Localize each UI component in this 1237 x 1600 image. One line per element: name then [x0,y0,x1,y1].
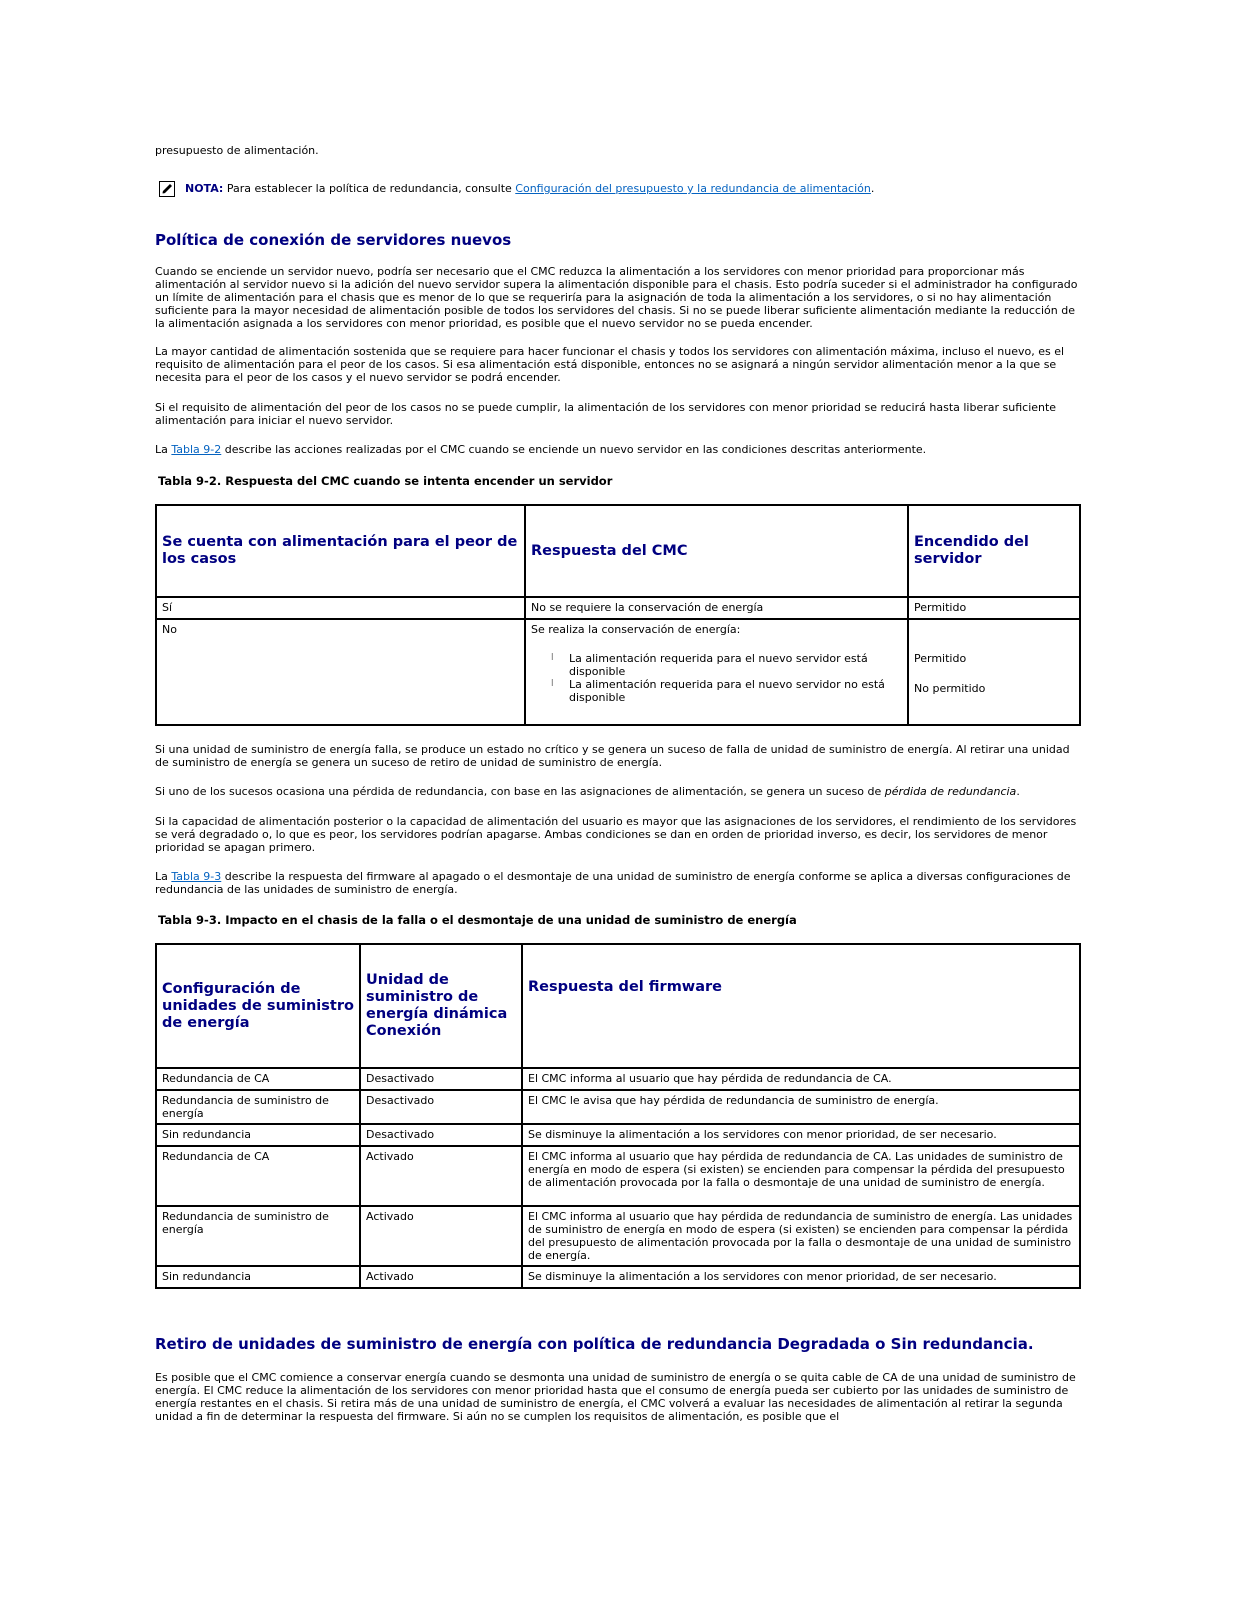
bullet-list [531,652,902,704]
table-cell: Sin redundancia [156,1124,360,1146]
list-item: l La alimentación requerida para el nuevo servidor está disponible [551,652,868,678]
intro-line: presupuesto de alimentación. [155,144,319,157]
table-cell: Se disminuye la alimentación a los servidores con menor prioridad, de ser necesario. [522,1266,1080,1288]
table-header: Se cuenta con alimentación para el peor de los casos [156,505,525,597]
table-row [156,597,1080,619]
note-label: NOTA: [185,182,224,195]
note-box [185,182,874,195]
table-cell: El CMC informa al usuario que hay pérdida de redundancia de CA. Las unidades de suministro de energía en modo de espera (si existen) se encienden para compensar la pérdida del presupuesto de alimentación provocada por la falla o desmontaje de una unidad de suministro de energía. [522,1146,1080,1206]
table-caption: Tabla 9-3. Impacto en el chasis de la falla o el desmontaje de una unidad de suministro de energía [158,913,797,927]
cell-value: Permitido [914,652,967,665]
table-cell: No [156,619,525,725]
table-header: Unidad de suministro de energía dinámica Conexión [360,944,522,1068]
table-9-3-link[interactable]: Tabla 9-3 [171,870,222,883]
table-cell: Sin redundancia [156,1266,360,1288]
paragraph: Es posible que el CMC comience a conservar energía cuando se desmonta una unidad de suministro de energía o se quita cable de CA de una unidad de suministro de energía. El CMC reduce la alimentación de los servidores con menor prioridad hasta que el consumo de energía pueda ser cubierto por las unidades de suministro de energía restantes en el chasis. Si retira más de una unidad de suministro de energía, el CMC volverá a evaluar las necesidades de alimentación al retirar la segunda unidad a fin de determinar la respuesta del firmware. Si aún no se cumplen los requisitos de alimentación, es posible que el [155,1371,1076,1423]
table-cell: El CMC le avisa que hay pérdida de redundancia de suministro de energía. [522,1090,1080,1124]
paragraph: La Tabla 9-2 describe las acciones realizadas por el CMC cuando se enciende un nuevo servidor en las condiciones descritas anteriormente. [155,443,927,456]
paragraph: Si la capacidad de alimentación posterior o la capacidad de alimentación del usuario es mayor que las asignaciones de los servidores, el rendimiento de los servidores se verá degradado o, lo que es peor, los servidores podrían apagarse. Ambas condiciones se dan en orden de prioridad inverso, es decir, los servidores de menor prioridad se apagan primero. [155,815,1077,854]
power-budget-link[interactable]: Configuración del presupuesto y la redundancia de alimentación [515,182,871,195]
table-cell: No se requiere la conservación de energía [525,597,908,619]
section-heading-new-servers: Política de conexión de servidores nuevos [155,231,512,249]
table-row [156,1090,1080,1124]
table-cell: Desactivado [360,1124,522,1146]
paragraph: Si el requisito de alimentación del peor de los casos no se puede cumplir, la alimentación de los servidores con menor prioridad se reducirá hasta liberar suficiente alimentación para iniciar el nuevo servidor. [155,401,1057,427]
paragraph: Si uno de los sucesos ocasiona una pérdida de redundancia, con base en las asignaciones de alimentación, se genera un suceso de pérdida de redundancia. [155,785,1020,798]
section-heading-psu-removal: Retiro de unidades de suministro de energía con política de redundancia Degradada o Sin redundancia. [155,1335,1034,1353]
cmc-response-table [155,504,1081,726]
paragraph: La Tabla 9-3 describe la respuesta del firmware al apagado o el desmontaje de una unidad de suministro de energía conforme se aplica a diversas configuraciones de redundancia de las unidades de suministro de energía. [155,870,1071,896]
table-row [156,619,1080,725]
paragraph: Si una unidad de suministro de energía falla, se produce un estado no crítico y se genera un suceso de falla de unidad de suministro de energía. Al retirar una unidad de suministro de energía se genera un suceso de retiro de unidad de suministro de energía. [155,743,1070,769]
cell-intro: Se realiza la conservación de energía: [531,623,741,636]
table-cell [908,619,1080,725]
table-cell: Activado [360,1266,522,1288]
table-cell: Sí [156,597,525,619]
table-cell: Redundancia de CA [156,1146,360,1206]
table-header: Respuesta del firmware [522,944,1080,1068]
table-9-2-link[interactable]: Tabla 9-2 [171,443,222,456]
paragraph: Cuando se enciende un servidor nuevo, podría ser necesario que el CMC reduzca la alimentación a los servidores con menor prioridad para proporcionar más alimentación al servidor nuevo si la adición del nuevo servidor supera la alimentación disponible para el chasis. Esto podría suceder si el administrador ha configurado un límite de alimentación para el chasis que es menor de lo que se requeriría para la asignación de toda la alimentación a los servidores, o si no hay alimentación suficiente para la mayor necesidad de alimentación posible de todos los servidores del chasis. Si no se puede liberar suficiente alimentación mediante la reducción de la alimentación asignada a los servidores con menor prioridad, es posible que el nuevo servidor no se pueda encender. [155,265,1078,330]
table-cell: Permitido [908,597,1080,619]
table-row [156,1146,1080,1206]
table-cell [525,619,908,725]
paragraph: La mayor cantidad de alimentación sostenida que se requiere para hacer funcionar el chasis y todos los servidores con alimentación máxima, incluso el nuevo, es el requisito de alimentación para el peor de los casos. Si esa alimentación está disponible, entonces no se asignará a ningún servidor alimentación menor a la que se necesita para el peor de los casos y el nuevo servidor se podrá encender. [155,345,1065,384]
table-cell: Activado [360,1206,522,1266]
table-cell: Activado [360,1146,522,1206]
note-text: Para establecer la política de redundancia, consulte [226,182,512,195]
table-caption: Tabla 9-2. Respuesta del CMC cuando se intenta encender un servidor [158,474,613,488]
table-header: Configuración de unidades de suministro de energía [156,944,360,1068]
table-cell: Desactivado [360,1090,522,1124]
table-cell: Se disminuye la alimentación a los servidores con menor prioridad, de ser necesario. [522,1124,1080,1146]
table-row [156,1068,1080,1090]
table-header: Encendido del servidor [908,505,1080,597]
table-row [156,1206,1080,1266]
table-row [156,1266,1080,1288]
table-cell: Redundancia de CA [156,1068,360,1090]
table-cell: El CMC informa al usuario que hay pérdida de redundancia de suministro de energía. Las unidades de suministro de energía en modo de espera (si existen) se encienden para compensar la pérdida del presupuesto de alimentación provocada por la falla o desmontaje de una unidad de suministro de energía. [522,1206,1080,1266]
table-cell: Desactivado [360,1068,522,1090]
cell-value: No permitido [914,682,986,695]
table-cell: Redundancia de suministro de energía [156,1090,360,1124]
note-pencil-icon [159,181,175,197]
table-header: Respuesta del CMC [525,505,908,597]
list-item: l La alimentación requerida para el nuevo servidor no está disponible [551,678,885,704]
table-row [156,1124,1080,1146]
table-cell: El CMC informa al usuario que hay pérdida de redundancia de CA. [522,1068,1080,1090]
table-cell: Redundancia de suministro de energía [156,1206,360,1266]
psu-impact-table [155,943,1081,1289]
note-end: . [870,182,875,195]
